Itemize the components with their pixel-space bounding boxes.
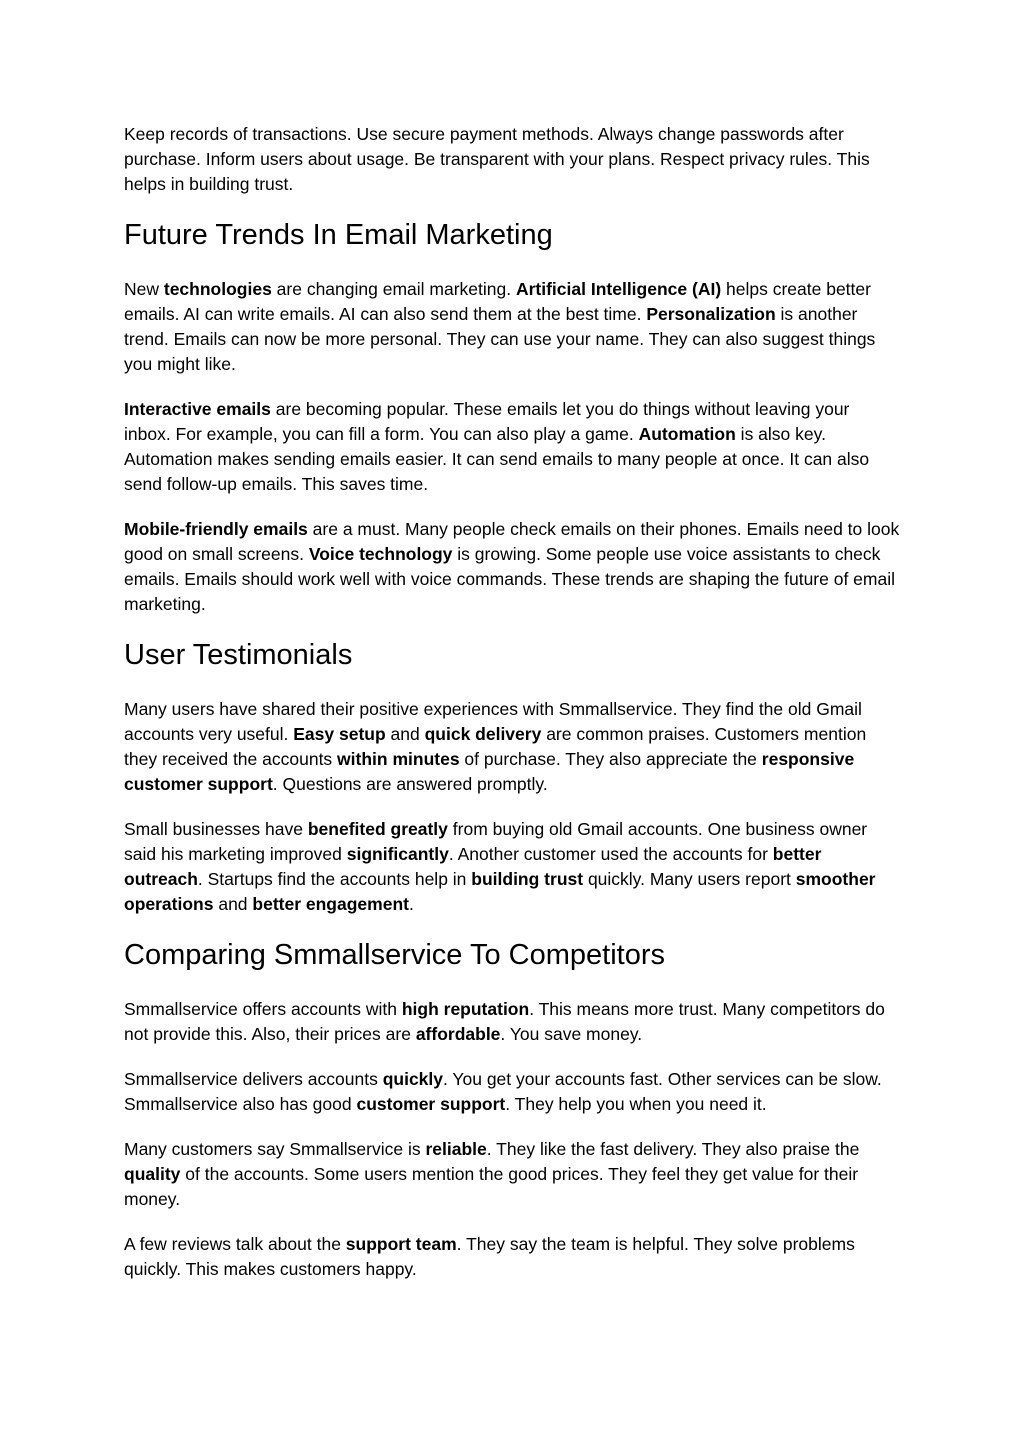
section-heading-comparison: Comparing Smmallservice To Competitors	[124, 939, 665, 971]
bold-phrase: technologies	[163, 279, 272, 299]
bold-phrase: Automation	[638, 424, 736, 444]
comparison-paragraph-1: Smmallservice offers accounts with high reputation. This means more trust. Many competitors do not provide this. Also, their prices are affordable. You save money.	[124, 999, 885, 1044]
bold-phrase: significantly	[346, 844, 449, 864]
bold-phrase: Interactive emails	[124, 399, 271, 419]
bold-phrase: support team	[345, 1234, 457, 1254]
comparison-paragraph-3: Many customers say Smmallservice is reliable. They like the fast delivery. They also praise the quality of the accounts. Some users mention the good prices. They feel they get value for their money.	[124, 1139, 860, 1209]
bold-phrase: affordable	[415, 1024, 501, 1044]
bold-phrase: within minutes	[337, 749, 460, 769]
bold-phrase: Artificial Intelligence (AI)	[515, 279, 722, 299]
bold-phrase: building trust	[471, 869, 584, 889]
bold-phrase: quality	[124, 1164, 181, 1184]
bold-phrase: Personalization	[646, 304, 776, 324]
bold-phrase: Mobile-friendly emails	[124, 519, 308, 539]
section-heading-future-trends: Future Trends In Email Marketing	[124, 219, 553, 251]
future-trends-paragraph-2: Interactive emails are becoming popular. These emails let you do things without leaving your inbox. For example, you can fill a form. You can also play a game. Automation is also key. Automation makes sending emails easier. It can send emails to many people at once. It can also send follow-up emails. This saves time.	[124, 399, 870, 494]
document-page	[124, 122, 900, 1302]
future-trends-paragraph-3: Mobile-friendly emails are a must. Many people check emails on their phones. Emails need to look good on small screens. Voice technology is growing. Some people use voice assistants to check emails. Emails should work well with voice commands. These trends are shaping the future of email marketing.	[124, 519, 900, 614]
bold-phrase: reliable	[425, 1139, 487, 1159]
comparison-paragraph-4: A few reviews talk about the support team. They say the team is helpful. They solve problems quickly. This makes customers happy.	[124, 1234, 855, 1279]
testimonials-paragraph-2: Small businesses have benefited greatly from buying old Gmail accounts. One business owner said his marketing improved significantly. Another customer used the accounts for better outreach. Startups find the accounts help in building trust quickly. Many users report smoother operations and better engagement.	[124, 819, 876, 914]
bold-phrase: Easy setup	[293, 724, 386, 744]
testimonials-paragraph-1: Many users have shared their positive experiences with Smmallservice. They find the old Gmail accounts very useful. Easy setup and quick delivery are common praises. Customers mention they received the accounts within minutes of purchase. They also appreciate the responsive customer support. Questions are answered promptly.	[124, 699, 867, 794]
future-trends-paragraph-1: New technologies are changing email marketing. Artificial Intelligence (AI) helps create better emails. AI can write emails. AI can also send them at the best time. Personalization is another trend. Emails can now be more personal. They can use your name. They can also suggest things you might like.	[124, 279, 876, 374]
bold-phrase: benefited greatly	[307, 819, 448, 839]
bold-phrase: high reputation	[401, 999, 530, 1019]
bold-phrase: better engagement	[252, 894, 409, 914]
bold-phrase: Voice technology	[308, 544, 453, 564]
bold-phrase: customer support	[356, 1094, 506, 1114]
bold-phrase: responsive customer support	[124, 749, 855, 794]
section-heading-user-testimonials: User Testimonials	[124, 639, 353, 671]
bold-phrase: better outreach	[124, 844, 822, 889]
bold-phrase: quick delivery	[424, 724, 542, 744]
intro-paragraph: Keep records of transactions. Use secure payment methods. Always change passwords after purchase. Inform users about usage. Be transparent with your plans. Respect privacy rules. This helps in building trust.	[124, 124, 870, 194]
bold-phrase: smoother operations	[124, 869, 876, 914]
bold-phrase: quickly	[382, 1069, 444, 1089]
comparison-paragraph-2: Smmallservice delivers accounts quickly. You get your accounts fast. Other services can be slow. Smmallservice also has good customer support. They help you when you need it.	[124, 1069, 882, 1114]
